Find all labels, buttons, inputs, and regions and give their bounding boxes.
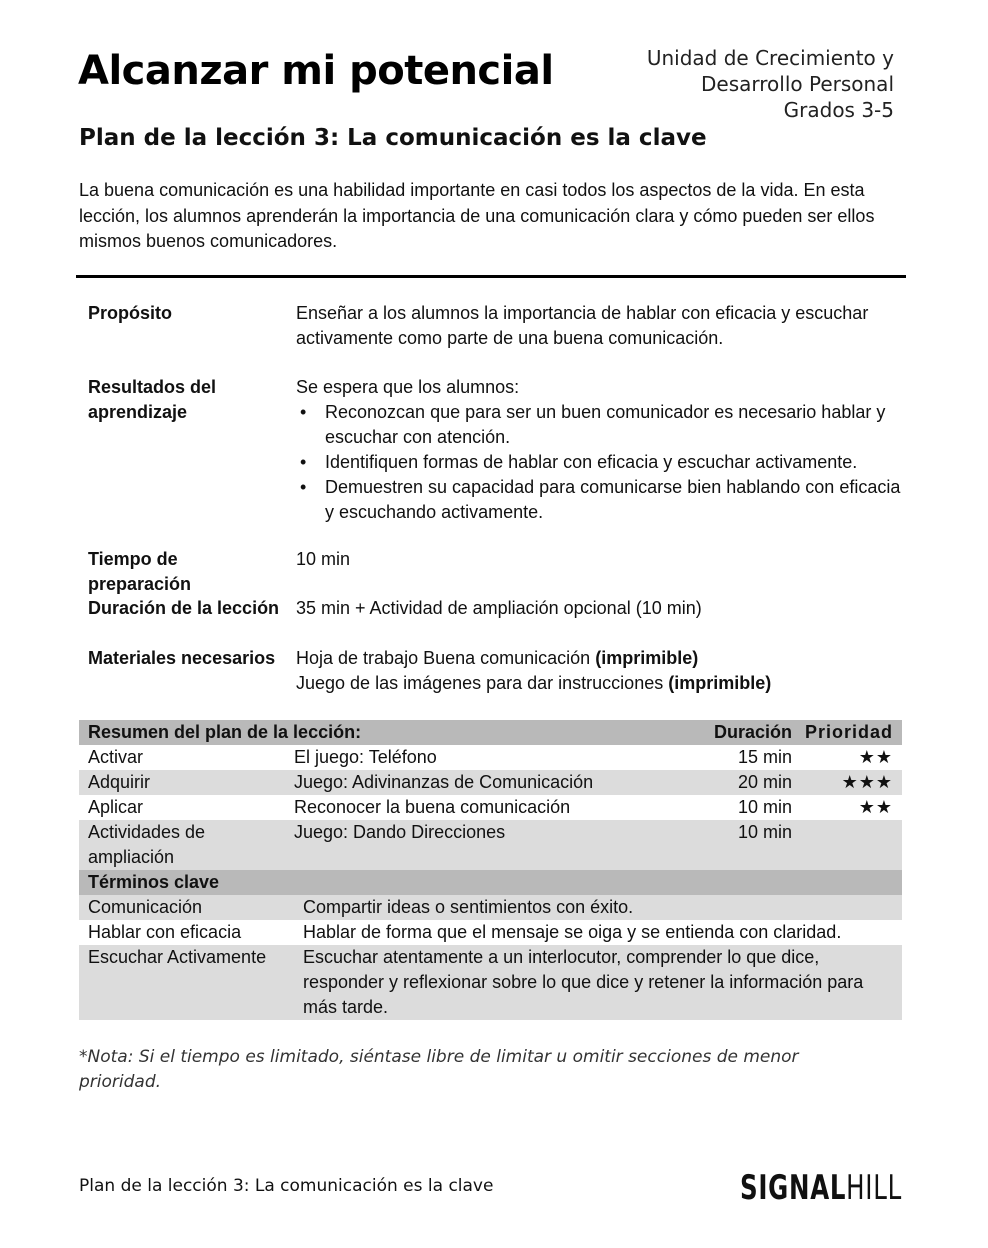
phase-cell: Actividades de ampliación [88,822,206,867]
phase-cell: Aplicar [88,797,144,817]
material-item [296,646,906,671]
page-title: Alcanzar mi potencial [78,48,554,94]
duration-header: Duración [713,722,792,742]
priority-stars: ★★ [858,797,893,817]
material-text: Juego de las imágenes para dar instrucciones [296,673,669,693]
table-row [79,795,902,820]
priority-stars: ★★ [858,747,893,767]
duration-cell: 10 min [737,822,792,842]
table-row [79,770,902,795]
outcome-item: • Demuestren su capacidad para comunicarse bien hablando con eficacia y escuchando activamente. [296,475,906,525]
phase-cell: Adquirir [88,772,151,792]
section-divider [76,275,906,278]
outcomes-lead: Se espera que los alumnos: [296,377,520,397]
activity-cell: Juego: Dando Direcciones [294,822,506,842]
materials-value [296,646,906,696]
lesson-summary-table [79,720,902,1020]
duration-cell: 10 min [737,797,792,817]
key-term-definition: Escuchar atentamente a un interlocutor, comprender lo que dice, responder y reflexionar sobre lo que dice y retener la información para más tarde. [303,947,864,1017]
priority-note: *Nota: Si el tiempo es limitado, siéntase libre de limitar u omitir secciones de menor prioridad. [79,1047,799,1092]
activity-cell: El juego: Teléfono [294,747,437,767]
material-item [296,671,906,696]
key-term: Escuchar Activamente [88,947,267,967]
materials-label: Materiales necesarios [88,648,276,668]
key-term-row [79,920,902,945]
outcomes-label: Resultados del aprendizaje [88,377,217,422]
priority-header: Prioridad [804,722,893,742]
lesson-title: Plan de la lección 3: La comunicación es la clave [79,125,707,151]
key-term: Hablar con eficacia [88,922,242,942]
outcome-item: • Reconozcan que para ser un buen comunicador es necesario hablar y escuchar con atención. [296,400,906,450]
duration-cell: 15 min [737,747,792,767]
outcomes-list [296,400,906,525]
key-term-definition: Compartir ideas o sentimientos con éxito. [303,897,634,917]
printable-tag: (imprimible) [595,648,699,668]
activity-cell: Reconocer la buena comunicación [294,797,571,817]
prep-value: 10 min [296,549,351,569]
duration-cell: 20 min [737,772,792,792]
priority-stars [792,820,902,870]
summary-header-label: Resumen del plan de la lección: [88,722,362,742]
activity-cell: Juego: Adivinanzas de Comunicación [294,772,594,792]
key-terms-header: Términos clave [88,872,220,892]
outcome-item: • Identifiquen formas de hablar con eficacia y escuchar activamente. [296,450,906,475]
logo-text-bold: SIGNAL [740,1168,847,1208]
unit-info [647,45,894,123]
footer-lesson-title: Plan de la lección 3: La comunicación es la clave [79,1176,494,1196]
logo-text-thin: HILL [846,1168,902,1208]
material-text: Hoja de trabajo Buena comunicación [296,648,596,668]
duration-value: 35 min + Actividad de ampliación opcional (10 min) [296,598,702,618]
unit-name-line1: Unidad de Crecimiento y [646,46,894,70]
duration-label: Duración de la lección [88,598,280,618]
table-row [79,820,902,870]
purpose-value: Enseñar a los alumnos la importancia de hablar con eficacia y escuchar activamente como parte de una buena comunicación. [296,303,869,348]
table-row [79,745,902,770]
key-term: Comunicación [88,897,203,917]
key-term-row [79,945,902,1020]
key-terms-header-row [79,870,902,895]
key-term-definition: Hablar de forma que el mensaje se oiga y se entienda con claridad. [303,922,842,942]
key-term-row [79,895,902,920]
printable-tag: (imprimible) [668,673,772,693]
purpose-label: Propósito [88,303,172,323]
prep-label: Tiempo de preparación [88,549,192,594]
summary-header-row [79,720,902,745]
unit-name-line2: Desarrollo Personal [701,72,894,96]
signalhill-logo [740,1158,902,1208]
grade-level: Grados 3-5 [783,98,894,122]
intro-paragraph: La buena comunicación es una habilidad importante en casi todos los aspectos de la vida. En esta lección, los alumnos aprenderán la importancia de una comunicación clara y cómo pueden ser ellos mismos buenos comunicadores. [79,180,875,251]
phase-cell: Activar [88,747,144,767]
outcomes-value [296,375,906,525]
priority-stars: ★★★ [841,772,893,792]
